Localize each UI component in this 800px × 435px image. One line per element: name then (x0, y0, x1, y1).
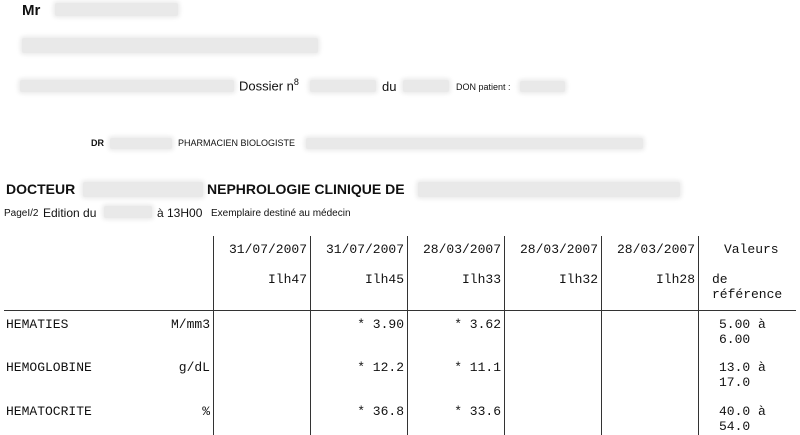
test-name: HEMATIES (6, 317, 69, 332)
date-header: 28/03/2007 (616, 242, 695, 257)
redacted-service (418, 182, 680, 197)
date-header: 31/07/2007 (325, 242, 404, 257)
edition-label: Edition du (43, 206, 97, 220)
test-unit: g/dL (178, 360, 210, 375)
test-value: * 11.1 (454, 360, 501, 375)
time-header: Ilh33 (461, 272, 501, 287)
redacted-docteur-name (83, 182, 203, 197)
ref-range: 6.00 (719, 332, 751, 347)
grid-line (504, 236, 505, 435)
dossier-label: Dossier $n^8$ (239, 77, 299, 94)
time-header: Ilh47 (267, 272, 307, 287)
ref-range: 54.0 (719, 419, 751, 434)
test-value: * 36.8 (357, 404, 404, 419)
redacted-don (520, 81, 565, 92)
redacted-date (403, 80, 449, 92)
ref-header-reference: référence (712, 287, 783, 302)
page-label: PageI/2 (4, 208, 39, 219)
test-value: * 3.90 (357, 317, 404, 332)
grid-line (698, 236, 699, 435)
test-unit: M/mm3 (170, 317, 210, 332)
redacted-dr-name (110, 138, 172, 149)
grid-line (213, 236, 214, 435)
redacted-address (22, 38, 318, 53)
time-header: Ilh28 (655, 272, 695, 287)
ref-header-de: de (712, 272, 728, 287)
ref-range: 5.00 à (719, 317, 766, 332)
ref-range: 40.0 à (719, 404, 766, 419)
grid-line (601, 236, 602, 435)
test-value: * 12.2 (357, 360, 404, 375)
don-label: DON patient : (456, 82, 511, 92)
docteur-label: DOCTEUR (6, 181, 76, 197)
redacted-patient-name (55, 3, 178, 16)
exemplaire-label: Exemplaire destiné au médecin (211, 208, 351, 219)
du-label: du (382, 79, 397, 94)
test-value: * 33.6 (454, 404, 501, 419)
time-header: Ilh45 (364, 272, 404, 287)
redacted-dossier-number (310, 80, 376, 92)
redacted-edition-date (104, 206, 152, 218)
redacted-lab (306, 138, 643, 149)
service-label: NEPHROLOGIE CLINIQUE DE (207, 181, 405, 197)
test-name: HEMOGLOBINE (6, 360, 92, 375)
ref-range: 13.0 à (719, 360, 766, 375)
test-name: HEMATOCRITE (6, 404, 92, 419)
redacted-field (20, 80, 234, 92)
date-header: 31/07/2007 (228, 242, 307, 257)
salutation: Mr (22, 2, 41, 19)
ref-header-valeurs: Valeurs (724, 242, 779, 257)
pharmacien-label: PHARMACIEN BIOLOGISTE (178, 138, 296, 148)
test-unit: % (202, 404, 210, 419)
date-header: 28/03/2007 (519, 242, 598, 257)
dr-label: DR (91, 138, 104, 148)
date-header: 28/03/2007 (422, 242, 501, 257)
test-value: * 3.62 (454, 317, 501, 332)
ref-range: 17.0 (719, 375, 751, 390)
table-header-divider (4, 310, 796, 311)
time-header: Ilh32 (558, 272, 598, 287)
time-label: à 13H00 (157, 206, 203, 220)
